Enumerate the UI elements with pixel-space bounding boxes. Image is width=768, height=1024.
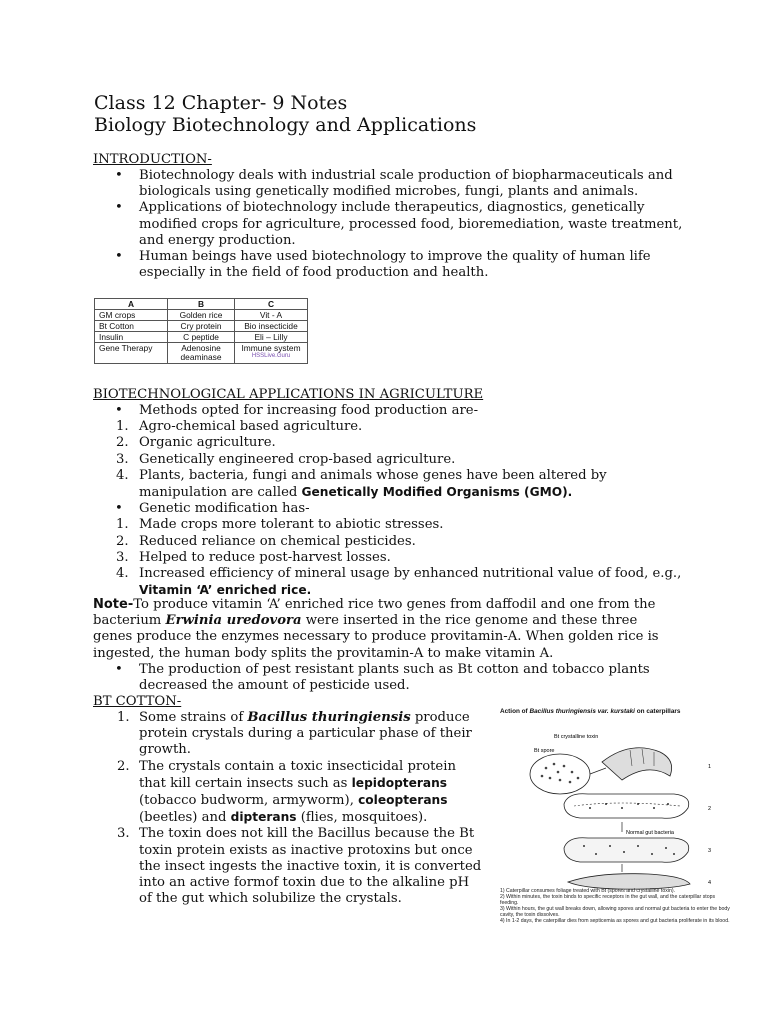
leaf-shape: [530, 754, 606, 794]
gmo-table: [94, 298, 308, 364]
list-item: 2. The crystals contain a toxic insecticidal protein that kill certain insects such as lepidopterans (tobacco budworm, armyworm), coleopterans (beetles) and dipterans (flies, mosquitoes).: [117, 758, 456, 826]
caterpillar-stage-2: [564, 794, 689, 819]
list-item: 1. Agro-chemical based agriculture.: [116, 419, 363, 435]
table-cell: GM crops: [95, 310, 168, 321]
dipterans-term: dipterans: [230, 810, 297, 825]
list-item: 2. Organic agriculture.: [116, 435, 276, 451]
list-item: • Genetic modification has-: [115, 501, 310, 517]
step-2-label: 2: [708, 806, 712, 812]
vitamin-a-rice-term: Vitamin ‘A’ enriched rice.: [139, 583, 312, 598]
list-item: • Applications of biotechnology include therapeutics, diagnostics, genetically modified crops for agriculture, processed food, bioremediation, waste treatment, and energy production.: [115, 200, 683, 248]
table-row: [95, 310, 308, 321]
caterpillar-stage-1: [602, 748, 672, 780]
list-item: 3. Helped to reduce post-harvest losses.: [116, 549, 391, 565]
table-cell: Golden rice: [168, 310, 235, 321]
bt-action-figure: [498, 706, 734, 944]
table-row: [95, 343, 308, 364]
table-cell: Adenosine deaminase: [168, 343, 235, 364]
section-heading-bt-cotton: BT COTTON-: [93, 694, 182, 709]
page-subtitle: Biology Biotechnology and Applications: [94, 114, 477, 136]
agriculture-list: [93, 403, 683, 599]
table-cell: Bt Cotton: [95, 321, 168, 332]
lepidopterans-term: lepidopterans: [351, 775, 448, 790]
list-item: • Human beings have used biotechnology to improve the quality of human life especially in the field of food production and health.: [115, 249, 651, 281]
page-title: Class 12 Chapter- 9 Notes: [94, 92, 348, 114]
section-heading-introduction: INTRODUCTION-: [93, 152, 212, 167]
coleopterans-term: coleopterans: [358, 793, 448, 808]
step-1-label: 1: [708, 764, 712, 770]
bt-cotton-list: [93, 710, 483, 907]
table-header-row: [95, 299, 308, 310]
table-row: [95, 321, 308, 332]
figure-title: Action of Bacillus thuringiensis var. kurstaki on caterpillars: [500, 708, 681, 715]
label-bt-spore: Bt spore: [534, 748, 555, 754]
caterpillar-stage-4: [568, 874, 690, 889]
figure-caption: 4) In 1-2 days, the caterpillar dies from septicemia as spores and gut bacteria proliferate in its blood.: [500, 918, 730, 924]
note-label: Note-: [93, 597, 134, 612]
table-header: B: [168, 299, 235, 310]
gmo-term: Genetically Modified Organisms (GMO).: [301, 485, 573, 500]
table-row: [95, 332, 308, 343]
watermark: HSSLive.Guru: [251, 353, 291, 359]
pest-bullet: [93, 662, 683, 694]
list-item: 3. Genetically engineered crop-based agriculture.: [116, 451, 456, 467]
step-4-label: 4: [708, 880, 712, 886]
intro-bullets: [93, 168, 683, 281]
list-item: • Methods opted for increasing food production are-: [115, 403, 479, 418]
label-gut-bacteria: Normal gut bacteria: [626, 830, 674, 836]
note-paragraph: Note-To produce vitamin ‘A’ enriched rice two genes from daffodil and one from the bacterium Erwinia uredovora were inserted in the rice genome and these three genes produce the enzymes necessary to produce provitamin-A. When golden rice is ingested, the human body splits the provitamin-A to make vitamin A.: [93, 597, 659, 661]
list-item: 4. Increased efficiency of mineral usage by enhanced nutritional value of food, e.g., Vitamin ‘A’ enriched rice.: [116, 566, 682, 598]
table-cell: [235, 343, 308, 364]
figure-caption: 1) Caterpillar consumes foliage treated with Bt (spores and crystalline toxin).: [500, 888, 676, 894]
list-item: 4. Plants, bacteria, fungi and animals whose genes have been altered by manipulation are called Genetically Modified Organisms (GMO).: [116, 467, 607, 501]
step-3-label: 3: [708, 848, 712, 854]
table-cell: Gene Therapy: [95, 343, 168, 364]
table-cell: Vit - A: [235, 310, 308, 321]
list-item: 1. Made crops more tolerant to abiotic stresses.: [116, 517, 444, 533]
table-cell-text: Immune system: [241, 343, 301, 353]
section-heading-agriculture: BIOTECHNOLOGICAL APPLICATIONS IN AGRICULTURE: [93, 387, 484, 402]
table-cell: Insulin: [95, 332, 168, 343]
table-cell: Eli – Lilly: [235, 332, 308, 343]
label-bt-toxin: Bt crystalline toxin: [554, 734, 599, 740]
table-cell: Cry protein: [168, 321, 235, 332]
table-cell: Bio insecticide: [235, 321, 308, 332]
caterpillar-stage-3: [564, 838, 689, 863]
list-item: • Biotechnology deals with industrial scale production of biopharmaceuticals and biologicals using genetically modified microbes, fungi, plants and animals.: [115, 168, 673, 200]
erwinia-term: Erwinia uredovora: [165, 613, 302, 629]
caterpillar-diagram: [498, 722, 734, 892]
table-cell: C peptide: [168, 332, 235, 343]
figure-captions: [500, 888, 732, 924]
table-header: A: [95, 299, 168, 310]
list-item: 2. Reduced reliance on chemical pesticides.: [116, 533, 416, 549]
table-header: C: [235, 299, 308, 310]
figure-caption: 2) Within minutes, the toxin binds to specific receptors in the gut wall, and the caterpillar stops feeding.: [500, 894, 716, 906]
list-item: 1. Some strains of Bacillus thuringiensis produce protein crystals during a particular phase of their growth.: [117, 710, 472, 758]
figure-caption: 3) Within hours, the gut wall breaks down, allowing spores and normal gut bacteria to enter the body cavity, the toxin dissolves.: [500, 906, 730, 918]
list-item: • The production of pest resistant plants such as Bt cotton and tobacco plants decreased the amount of pesticide used.: [115, 662, 650, 694]
bacillus-term: Bacillus thuringiensis: [247, 710, 411, 725]
list-item: 3. The toxin does not kill the Bacillus because the Bt toxin protein exists as inactive protoxins but once the insect ingests the inactive toxin, it is converted into an active formof toxin due to the alkaline pH of the gut which solubilize the crystals.: [117, 826, 482, 907]
